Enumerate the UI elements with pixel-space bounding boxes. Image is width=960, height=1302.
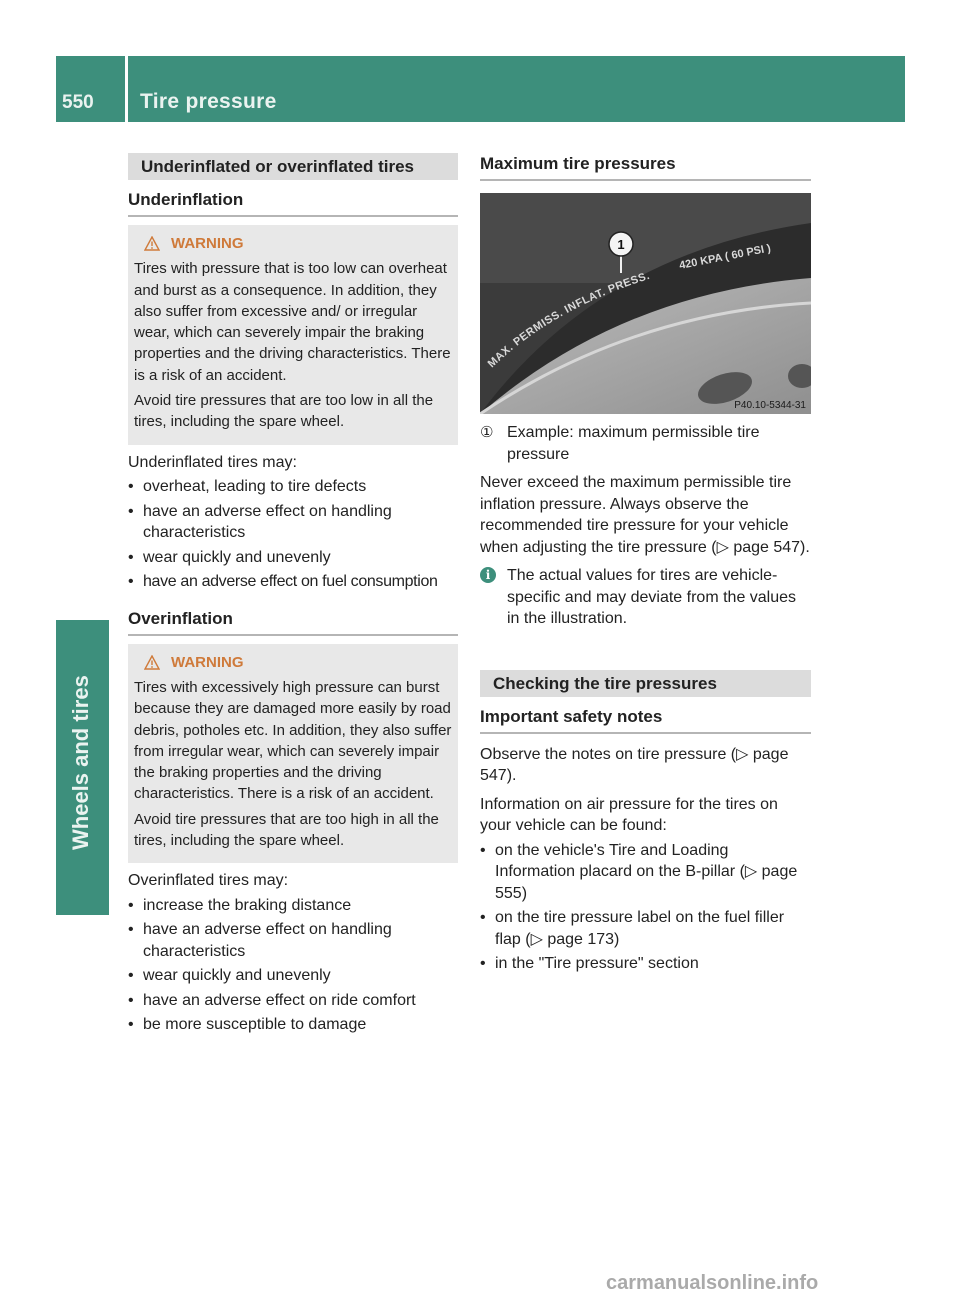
list-item: • wear quickly and unevenly — [128, 547, 458, 569]
sidewall-text: MAX. PERMISS. INFLAT. PRESS. — [485, 269, 652, 371]
warning-text: Tires with pressure that is too low can overheat and burst as a consequence. In addition, they also suffer from excessive and/ or irregular wear, which can severely impair the braking properties and the driving characteristics. There is a risk of an accident. — [134, 260, 451, 384]
list-item: • wear quickly and unevenly — [128, 965, 458, 987]
page-number: 550 — [62, 92, 94, 113]
warning-label: WARNING — [171, 235, 244, 252]
warning-header — [134, 652, 452, 673]
photo-legend — [480, 422, 811, 465]
warning-label: WARNING — [171, 653, 244, 671]
info-icon: i — [480, 567, 496, 583]
list-item: • have an adverse effect on ride comfort — [128, 990, 458, 1012]
warning-header — [134, 233, 452, 254]
warning-box-underinflation — [128, 225, 458, 445]
list-item: • on the tire pressure label on the fuel filler flap (▷ page 173) — [480, 907, 811, 950]
heading-overinflation: Overinflation — [128, 599, 458, 636]
underinflation-intro: Underinflated tires may: — [128, 453, 297, 471]
photo-code: P40.10-5344-31 — [734, 400, 806, 411]
warning-advice: Avoid tire pressures that are too high in all the tires, including the spare wheel. — [134, 810, 439, 850]
chapter-tab-label: Wheels and tires — [68, 675, 93, 850]
heading-safety-notes: Important safety notes — [480, 697, 811, 734]
heading-underinflation: Underinflation — [128, 180, 458, 217]
list-item: • increase the braking distance — [128, 895, 458, 917]
warning-advice: Avoid tire pressures that are too low in all the tires, including the spare wheel. — [134, 392, 434, 431]
list-item: • in the "Tire pressure" section — [480, 953, 811, 975]
heading-maximum-pressures: Maximum tire pressures — [480, 153, 811, 181]
legend-text: Example: maximum permissible tire pressure — [507, 424, 760, 463]
overinflation-list — [128, 895, 458, 1036]
section-title-inflation: Underinflated or overinflated tires — [128, 153, 458, 180]
list-item: • be more susceptible to damage — [128, 1014, 458, 1036]
underinflation-list — [128, 476, 458, 593]
info-text: The actual values for tires are vehicle-specific and may deviate from the values in the illustration. — [507, 567, 797, 627]
list-item: • have an adverse effect on fuel consumption — [128, 571, 458, 593]
overinflation-intro: Overinflated tires may: — [128, 872, 289, 890]
callout-number: 1 — [617, 237, 625, 252]
right-column — [480, 153, 811, 978]
warning-triangle-icon — [144, 236, 160, 251]
list-item: • have an adverse effect on handling characteristics — [128, 501, 458, 544]
pressure-rating-text: 420 KPA ( 60 PSI ) — [678, 242, 772, 272]
header-divider — [125, 56, 128, 122]
warning-text: Tires with excessively high pressure can burst because they are damaged more easily by road debris, potholes etc. In addition, they also suffer from irregular wear, which can severely impair the braking properties and the driving characteristics. There is a risk of an accident. — [134, 678, 452, 803]
warning-box-overinflation — [128, 644, 458, 864]
page-title: Tire pressure — [140, 90, 277, 113]
watermark: carmanualsonline.info — [606, 1272, 819, 1294]
left-column — [128, 153, 458, 1039]
info-note — [480, 565, 811, 630]
legend-number: ① — [480, 424, 494, 441]
list-item: • have an adverse effect on handling characteristics — [128, 919, 458, 962]
list-item: • on the vehicle's Tire and Loading Information placard on the B-pillar (▷ page 555) — [480, 840, 811, 905]
section-title-checking: Checking the tire pressures — [480, 670, 811, 697]
tire-sidewall-photo — [480, 193, 811, 414]
safety-notes-p1: Observe the notes on tire pressure (▷ page 547). — [480, 745, 789, 784]
list-item: • overheat, leading to tire defects — [128, 476, 458, 498]
max-pressure-body: Never exceed the maximum permissible tire inflation pressure. Always observe the recommended tire pressure for your vehicle when adjusting the tire pressure (▷ page 547). — [480, 474, 810, 556]
warning-triangle-icon — [144, 655, 160, 670]
pressure-info-locations — [480, 840, 811, 975]
safety-notes-p2: Information on air pressure for the tires on your vehicle can be found: — [480, 795, 778, 834]
